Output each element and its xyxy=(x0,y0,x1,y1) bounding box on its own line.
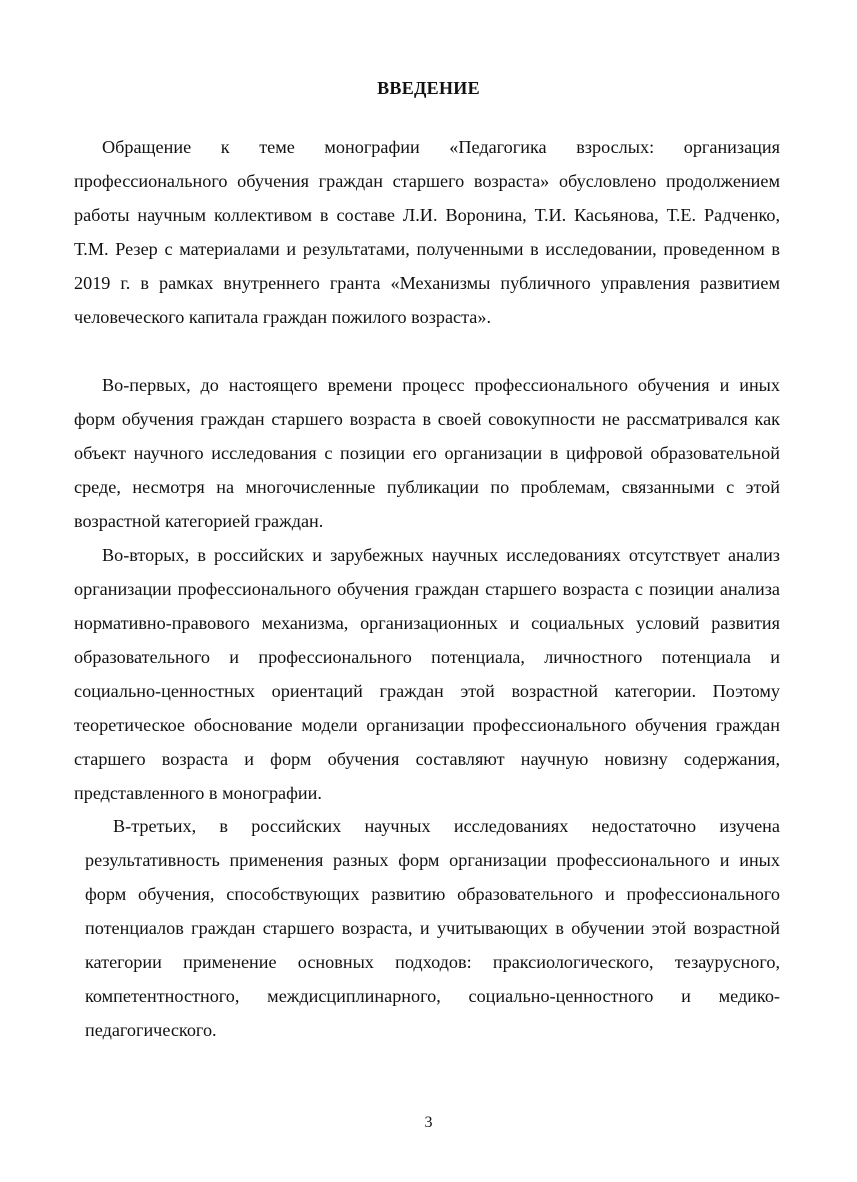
paragraph-intro: Обращение к теме монографии «Педагогика взрослых: организация профессионального обучения граждан старшего возраста» обусловлено продолжением работы научным коллективом в составе Л.И. Воронина, Т.И. Касьянова, Т.Е. Радченко, Т.М. Резер с материалами и результатами, полученными в исследовании, проведенном в 2019 г. в рамках внутреннего гранта «Механизмы публичного управления развитием человеческого капитала граждан пожилого возраста». xyxy=(74,137,780,327)
paragraph-second: Во-вторых, в российских и зарубежных научных исследованиях отсутствует анализ организации профессионального обучения граждан старшего возраста с позиции анализа нормативно-правового механизма, организационных и социальных условий развития образовательного и профессионального потенциала, личностного потенциала и социально-ценностных ориентаций граждан этой возрастной категории. Поэтому теоретическое обоснование модели организации профессионального обучения граждан старшего возраста и форм обучения составляют научную новизну содержания, представленного в монографии. xyxy=(74,545,780,803)
paragraph-third: В-третьих, в российских научных исследованиях недостаточно изучена результативность применения разных форм организации профессионального и иных форм обучения, способствующих развитию образовательного и профессионального потенциалов граждан старшего возраста, и учитывающих в обучении этой возрастной категории применение основных подходов: праксиологического, тезаурусного, компетентностного, междисциплинарного, социально-ценностного и медико-педагогического. xyxy=(85,816,780,1040)
paragraph-first: Во-первых, до настоящего времени процесс профессионального обучения и иных форм обучения граждан старшего возраста в своей совокупности не рассматривался как объект научного исследования с позиции его организации в цифровой образовательной среде, несмотря на многочисленные публикации по проблемам, связанными с этой возрастной категорией граждан. xyxy=(74,375,780,531)
page-number: 3 xyxy=(424,1114,433,1131)
page-title: ВВЕДЕНИЕ xyxy=(377,78,480,98)
